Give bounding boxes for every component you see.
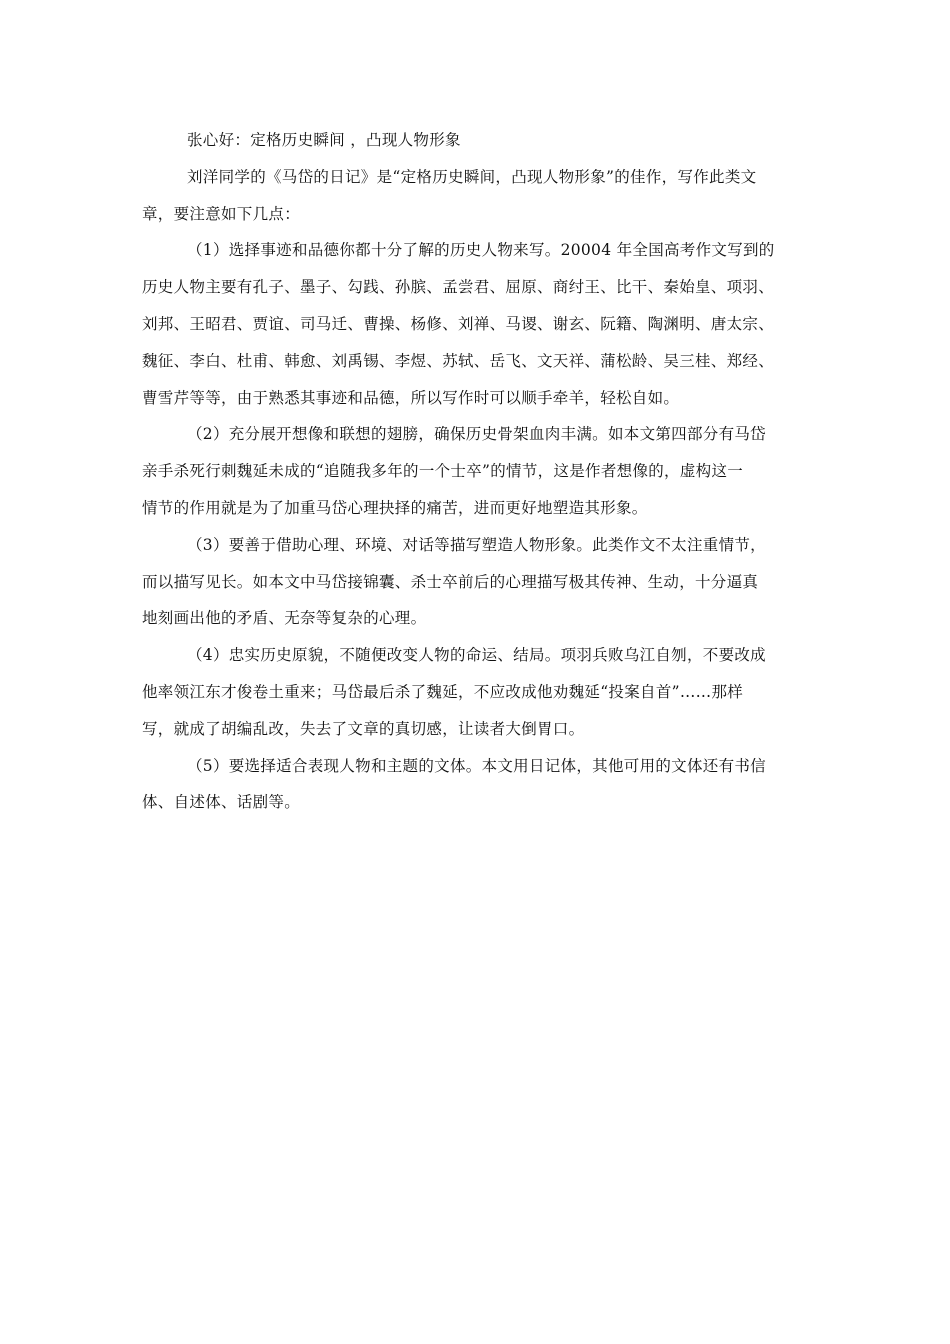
paragraph-point-4-line-3: 写，就成了胡编乱改，失去了文章的真切感，让读者大倒胃口。	[142, 719, 585, 738]
paragraph-point-4-line-1: （4）忠实历史原貌，不随便改变人物的命运、结局。项羽兵败乌江自刎，不要改成	[187, 646, 766, 665]
paragraph-point-3-line-3: 地刻画出他的矛盾、无奈等复杂的心理。	[142, 609, 427, 628]
paragraph-point-5-line-1: （5）要选择适合表现人物和主题的文体。本文用日记体，其他可用的文体还有书信	[187, 756, 766, 775]
paragraph-point-1-line-1: （1）选择事迹和品德你都十分了解的历史人物来写。20004 年全国高考作文写到的	[187, 241, 775, 260]
paragraph-point-2-line-3: 情节的作用就是为了加重马岱心理抉择的痛苦，进而更好地塑造其形象。	[142, 498, 648, 517]
paragraph-point-4-line-2: 他率领江东才俊卷土重来；马岱最后杀了魏延，不应改成他劝魏延“投案自首”……那样	[142, 682, 744, 701]
article-body	[142, 122, 818, 821]
paragraph-point-5-line-2: 体、自述体、话剧等。	[142, 793, 301, 812]
paragraph-point-1-line-3: 刘邦、王昭君、贾谊、司马迁、曹操、杨修、刘禅、马谡、谢玄、阮籍、陶渊明、唐太宗、	[142, 314, 775, 333]
paragraph-point-1-line-2: 历史人物主要有孔子、墨子、勾践、孙膑、孟尝君、屈原、商纣王、比干、秦始皇、项羽、	[142, 278, 775, 297]
paragraph-intro-line-2: 章，要注意如下几点：	[142, 204, 301, 223]
paragraph-point-3-line-1: （3）要善于借助心理、环境、对话等描写塑造人物形象。此类作文不太注重情节，	[187, 535, 766, 554]
paragraph-point-3-line-2: 而以描写见长。如本文中马岱接锦囊、杀士卒前后的心理描写极其传神、生动，十分逼真	[142, 572, 759, 591]
paragraph-point-2-line-2: 亲手杀死行刺魏延未成的“追随我多年的一个士卒”的情节，这是作者想像的，虚构这一	[142, 462, 744, 481]
paragraph-point-2-line-1: （2）充分展开想像和联想的翅膀，确保历史骨架血肉丰满。如本文第四部分有马岱	[187, 425, 766, 444]
paragraph-point-1-line-5: 曹雪芹等等，由于熟悉其事迹和品德，所以写作时可以顺手牵羊，轻松自如。	[142, 388, 680, 407]
article-title: 张心好：定格历史瞬间 ，凸现人物形象	[187, 131, 461, 149]
paragraph-point-1-line-4: 魏征、李白、杜甫、韩愈、刘禹锡、李煜、苏轼、岳飞、文天祥、蒲松龄、吴三桂、郑经、	[142, 351, 775, 370]
paragraph-intro-line-1: 刘洋同学的《马岱的日记》是“定格历史瞬间，凸现人物形象”的佳作，写作此类文	[187, 167, 757, 186]
